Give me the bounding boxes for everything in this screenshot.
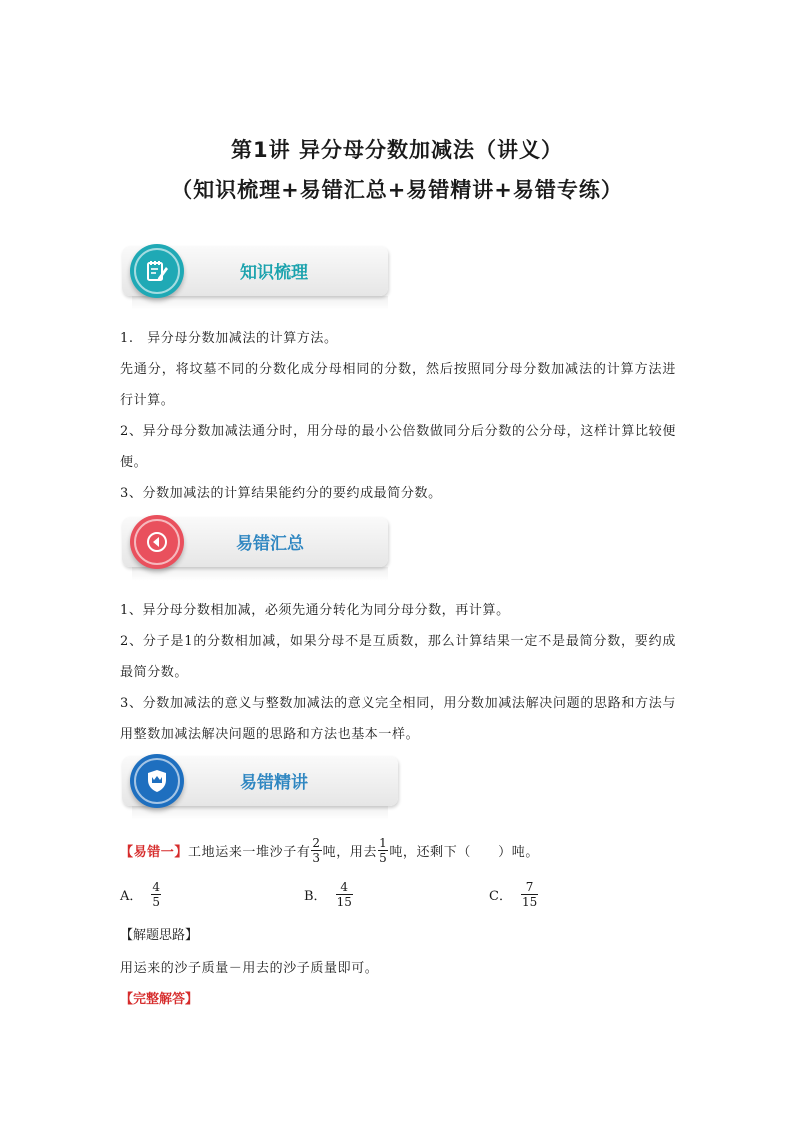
notepad-pencil-icon bbox=[130, 244, 184, 298]
paragraph: 1. 异分母分数加减法的计算方法。 bbox=[120, 331, 338, 346]
numerator: 2 bbox=[312, 836, 321, 850]
option-c bbox=[489, 880, 539, 909]
option-letter: C． bbox=[489, 889, 512, 904]
banner-label: 知识梳理 bbox=[240, 263, 308, 283]
paragraph: 2、异分母分数加减法通分时，用分母的最小公倍数做同分后分数的公分母，这样计算比较便便。 bbox=[120, 424, 676, 470]
question-text: 吨，用去 bbox=[322, 845, 378, 860]
section-banner-knowledge bbox=[122, 246, 388, 296]
page-subtitle: （知识梳理+易错汇总+易错精讲+易错专练） bbox=[171, 178, 623, 202]
fraction bbox=[336, 880, 353, 909]
fraction bbox=[521, 880, 538, 909]
paragraph: 2、分子是1的分数相加减，如果分母不是互质数，那么计算结果一定不是最简分数，要约成最简分数。 bbox=[120, 634, 676, 680]
question-text: 工地运来一堆沙子有 bbox=[188, 845, 311, 860]
back-arrow-icon bbox=[130, 515, 184, 569]
page-title: 第1讲 异分母分数加减法（讲义） bbox=[231, 138, 563, 162]
fraction bbox=[311, 836, 321, 865]
numerator: 4 bbox=[152, 880, 161, 894]
numerator: 1 bbox=[379, 836, 388, 850]
option-b bbox=[304, 880, 354, 909]
section-banner-explain bbox=[122, 756, 398, 806]
numerator: 7 bbox=[525, 880, 534, 894]
banner-label: 易错汇总 bbox=[236, 534, 304, 554]
denominator: 15 bbox=[336, 895, 352, 909]
denominator: 15 bbox=[521, 895, 538, 909]
question-text: 吨，还剩下（ ）吨。 bbox=[389, 845, 539, 860]
numerator: 4 bbox=[340, 880, 349, 894]
solution-idea-text: 用运来的沙子质量－用去的沙子质量即可。 bbox=[120, 961, 379, 976]
paragraph: 3、分数加减法的计算结果能约分的要约成最简分数。 bbox=[120, 486, 442, 501]
banner-label: 易错精讲 bbox=[240, 773, 308, 793]
shield-icon bbox=[130, 754, 184, 808]
banner-shadow bbox=[132, 296, 388, 310]
full-answer-heading: 【完整解答】 bbox=[120, 992, 199, 1007]
question-tag: 【易错一】 bbox=[120, 845, 189, 860]
section-banner-errors bbox=[122, 517, 388, 567]
fraction bbox=[151, 880, 161, 909]
paragraph: 3、分数加减法的意义与整数加减法的意义完全相同，用分数加减法解决问题的思路和方法与用整数加减法解决问题的思路和方法也基本一样。 bbox=[120, 696, 676, 742]
option-letter: B． bbox=[304, 889, 327, 904]
option-a bbox=[120, 880, 162, 909]
banner-shadow bbox=[132, 806, 388, 820]
paragraph: 1、异分母分数相加减，必须先通分转化为同分母分数，再计算。 bbox=[120, 603, 510, 618]
banner-shadow bbox=[132, 567, 388, 581]
denominator: 5 bbox=[379, 851, 388, 865]
option-letter: A． bbox=[120, 889, 143, 904]
question-line bbox=[120, 836, 539, 865]
denominator: 5 bbox=[152, 895, 161, 909]
knowledge-section bbox=[120, 323, 676, 509]
denominator: 3 bbox=[312, 851, 321, 865]
errors-section bbox=[120, 595, 676, 750]
solution-idea-heading: 【解题思路】 bbox=[120, 928, 199, 943]
paragraph: 先通分，将坟墓不同的分数化成分母相同的分数，然后按照同分母分数加减法的计算方法进行计算。 bbox=[120, 362, 676, 408]
fraction bbox=[378, 836, 388, 865]
